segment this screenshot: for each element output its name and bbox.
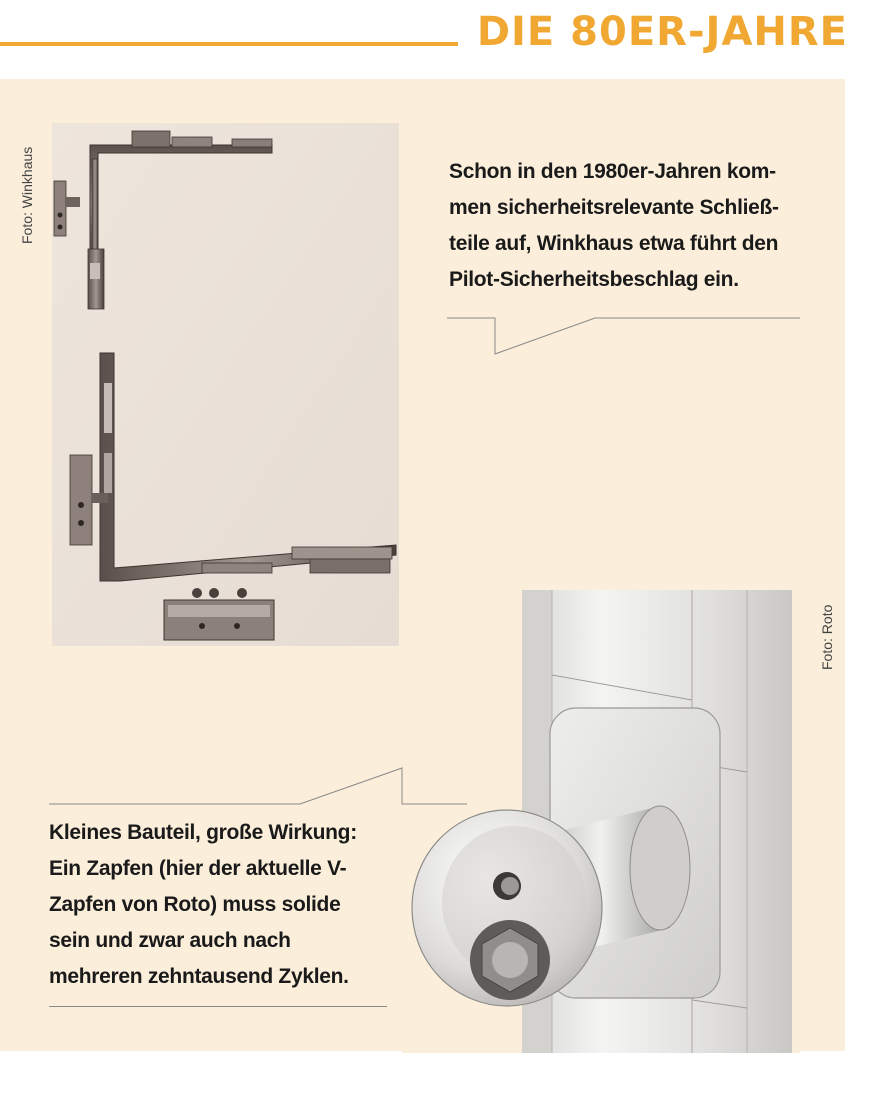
header-rule <box>0 42 458 46</box>
caption-line: sein und zwar auch nach <box>49 929 291 952</box>
caption-winkhaus <box>449 154 819 298</box>
caption-line: Schon in den 1980er-Jahren kom- <box>449 160 776 183</box>
caption-roto <box>49 815 409 995</box>
caption-bottom-rule <box>49 1006 387 1007</box>
photo-credit-roto: Foto: Roto <box>819 604 835 670</box>
callout-pointer-bottom <box>45 764 475 808</box>
caption-line: Zapfen von Roto) muss solide <box>49 893 341 916</box>
caption-line: Kleines Bauteil, große Wirkung: <box>49 821 357 844</box>
photo-credit-winkhaus: Foto: Winkhaus <box>19 146 35 244</box>
zapfen-illustration <box>402 590 800 1053</box>
page-title: DIE 80ER-JAHRE <box>476 9 848 55</box>
caption-line: teile auf, Winkhaus etwa führt den <box>449 232 779 255</box>
caption-line: Ein Zapfen (hier der aktuelle V- <box>49 857 347 880</box>
caption-line: men sicherheitsrelevante Schließ- <box>449 196 779 219</box>
callout-pointer-top <box>445 310 805 360</box>
caption-line: mehreren zehntausend Zyklen. <box>49 965 349 988</box>
roto-zapfen-photo <box>402 590 800 1053</box>
winkhaus-fitting-photo <box>52 123 399 646</box>
fitting-illustration <box>52 123 399 646</box>
caption-line: Pilot-Sicherheitsbeschlag ein. <box>449 268 739 291</box>
